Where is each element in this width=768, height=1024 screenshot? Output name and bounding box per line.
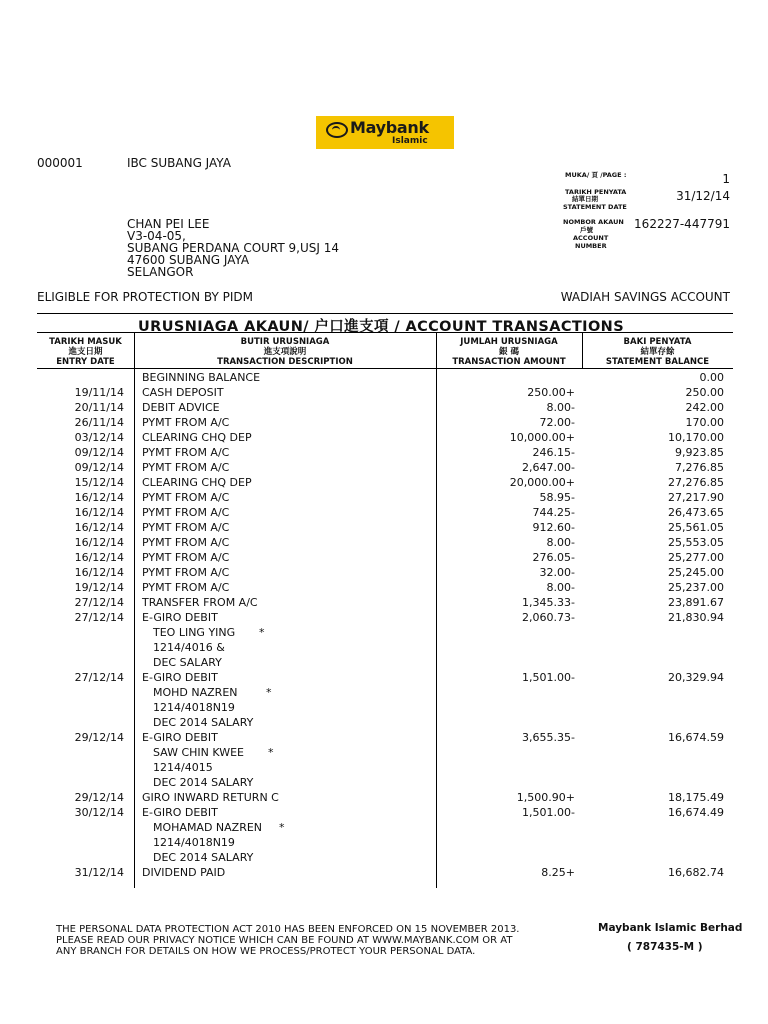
statement-date: 31/12/14 (676, 189, 730, 203)
table-row (0, 461, 768, 476)
entry-date: 16/12/14 (74, 566, 124, 579)
account-label-1: NOMBOR AKAUN (563, 218, 624, 226)
table-row (0, 506, 768, 521)
header-desc-ms: BUTIR URUSNIAGA (240, 337, 330, 347)
entry-date: 19/12/14 (74, 581, 124, 594)
entry-date: 27/12/14 (74, 671, 124, 684)
header-date-en: ENTRY DATE (56, 357, 115, 367)
transaction-amount: 246.15- (532, 446, 575, 459)
transaction-amount: 250.00+ (527, 386, 575, 399)
logo-name: Maybank (350, 118, 429, 137)
transaction-amount: 1,501.00- (522, 671, 575, 684)
privacy-notice-line-1: THE PERSONAL DATA PROTECTION ACT 2010 HAS BEEN ENFORCED ON 15 NOVEMBER 2013. (56, 924, 520, 935)
table-row (0, 446, 768, 461)
table-row (0, 371, 768, 386)
transaction-amount: 58.95- (539, 491, 575, 504)
table-row (0, 536, 768, 551)
statement-date-label-3: STATEMENT DATE (563, 203, 627, 211)
transaction-amount: 8.00- (546, 581, 575, 594)
transaction-description: SAW CHIN KWEE (153, 746, 245, 759)
transaction-description: PYMT FROM A/C (142, 566, 230, 579)
table-row (0, 401, 768, 416)
transaction-description: E-GIRO DEBIT (142, 731, 218, 744)
entry-date: 09/12/14 (74, 446, 124, 459)
table-row (0, 806, 768, 821)
statement-balance: 16,674.59 (668, 731, 724, 744)
privacy-notice (56, 924, 520, 957)
header-date-zh: 進支日期 (68, 347, 103, 357)
account-label-2: 戶號 (580, 226, 593, 234)
transaction-amount: 8.00- (546, 536, 575, 549)
transaction-description: CASH DEPOSIT (142, 386, 224, 399)
entry-date: 27/12/14 (74, 611, 124, 624)
entry-date: 31/12/14 (74, 866, 124, 879)
table-row (0, 566, 768, 581)
entry-date: 15/12/14 (74, 476, 124, 489)
company-number: ( 787435-M ) (627, 941, 703, 953)
statement-balance: 27,276.85 (668, 476, 724, 489)
header-balance-ms: BAKI PENYATA (623, 337, 692, 347)
privacy-notice-line-3: ANY BRANCH FOR DETAILS ON HOW WE PROCESS/PROTECT YOUR PERSONAL DATA. (56, 946, 476, 957)
transaction-description: TEO LING YING (153, 626, 236, 639)
entry-date: 16/12/14 (74, 521, 124, 534)
logo-sub: Islamic (392, 136, 428, 146)
statement-balance: 25,245.00 (668, 566, 724, 579)
transaction-amount: 2,647.00- (522, 461, 575, 474)
marker-asterisk: * (259, 626, 265, 639)
transaction-amount: 32.00- (539, 566, 575, 579)
transaction-description: CLEARING CHQ DEP (142, 431, 252, 444)
transaction-description: PYMT FROM A/C (142, 551, 230, 564)
statement-date-label-2: 結單日期 (572, 195, 598, 203)
transaction-detail-row (0, 836, 768, 851)
transaction-amount: 1,501.00- (522, 806, 575, 819)
statement-balance: 20,329.94 (668, 671, 724, 684)
address-line-3: 47600 SUBANG JAYA (127, 253, 250, 267)
transaction-description: PYMT FROM A/C (142, 446, 230, 459)
statement-balance: 250.00 (685, 386, 724, 399)
transaction-description: 1214/4016 & (153, 641, 225, 654)
page-number: 1 (722, 172, 730, 186)
transaction-detail-row (0, 626, 768, 641)
entry-date: 26/11/14 (74, 416, 124, 429)
company-name: Maybank Islamic Berhad (598, 922, 743, 934)
header-balance-zh: 結單存餘 (640, 347, 675, 357)
customer-name: CHAN PEI LEE (127, 217, 210, 231)
entry-date: 29/12/14 (74, 731, 124, 744)
transaction-description: 1214/4018N19 (153, 836, 235, 849)
transaction-description: PYMT FROM A/C (142, 461, 230, 474)
maybank-logo (316, 116, 454, 149)
table-row (0, 476, 768, 491)
statement-balance: 23,891.67 (668, 596, 724, 609)
table-row (0, 431, 768, 446)
page-label: MUKA/ 頁 /PAGE : (565, 171, 627, 179)
transaction-description: DEC 2014 SALARY (153, 851, 254, 864)
entry-date: 16/12/14 (74, 506, 124, 519)
transaction-detail-row (0, 761, 768, 776)
transaction-description: PYMT FROM A/C (142, 536, 230, 549)
privacy-notice-line-2: PLEASE READ OUR PRIVACY NOTICE WHICH CAN BE FOUND AT WWW.MAYBANK.COM OR AT (56, 935, 513, 946)
table-row (0, 866, 768, 881)
transaction-detail-row (0, 851, 768, 866)
statement-balance: 9,923.85 (675, 446, 724, 459)
entry-date: 19/11/14 (74, 386, 124, 399)
marker-asterisk: * (279, 821, 285, 834)
transaction-detail-row (0, 821, 768, 836)
transaction-description: E-GIRO DEBIT (142, 806, 218, 819)
table-row (0, 581, 768, 596)
statement-balance: 7,276.85 (675, 461, 724, 474)
header-desc-zh: 進支項說明 (263, 347, 307, 357)
transaction-description: PYMT FROM A/C (142, 581, 230, 594)
statement-balance: 242.00 (685, 401, 724, 414)
statement-balance: 0.00 (699, 371, 724, 384)
transaction-description: PYMT FROM A/C (142, 506, 230, 519)
transaction-detail-row (0, 716, 768, 731)
address-line-2: SUBANG PERDANA COURT 9,USJ 14 (127, 241, 340, 255)
pidm-eligibility: ELIGIBLE FOR PROTECTION BY PIDM (37, 290, 253, 304)
section-title: URUSNIAGA AKAUN/ 户口進支項 / ACCOUNT TRANSACTIONS (138, 319, 625, 335)
tiger-head-icon (326, 122, 348, 138)
account-label-4: NUMBER (575, 242, 607, 250)
entry-date: 09/12/14 (74, 461, 124, 474)
header-amount-en: TRANSACTION AMOUNT (452, 357, 566, 367)
transaction-description: TRANSFER FROM A/C (142, 596, 258, 609)
transaction-description: 1214/4015 (153, 761, 213, 774)
transaction-amount: 744.25- (532, 506, 575, 519)
table-row (0, 671, 768, 686)
transaction-amount: 8.25+ (541, 866, 575, 879)
entry-date: 20/11/14 (74, 401, 124, 414)
header-amount-zh: 銀 碼 (499, 347, 519, 357)
account-label-3: ACCOUNT (573, 234, 609, 242)
transaction-amount: 20,000.00+ (509, 476, 575, 489)
transaction-description: DEC 2014 SALARY (153, 776, 254, 789)
column-header-description (134, 337, 436, 367)
transaction-description: DEC SALARY (153, 656, 222, 669)
entry-date: 30/12/14 (74, 806, 124, 819)
transaction-amount: 1,500.90+ (516, 791, 575, 804)
transaction-description: MOHD NAZREN (153, 686, 238, 699)
transaction-description: E-GIRO DEBIT (142, 611, 218, 624)
entry-date: 16/12/14 (74, 551, 124, 564)
account-type: WADIAH SAVINGS ACCOUNT (560, 290, 730, 304)
table-row (0, 731, 768, 746)
transaction-description: PYMT FROM A/C (142, 521, 230, 534)
table-row (0, 596, 768, 611)
entry-date: 03/12/14 (74, 431, 124, 444)
entry-date: 16/12/14 (74, 491, 124, 504)
transaction-detail-row (0, 686, 768, 701)
statement-balance: 170.00 (685, 416, 724, 429)
statement-balance: 16,682.74 (668, 866, 724, 879)
branch-code: 000001 (37, 156, 83, 170)
entry-date: 27/12/14 (74, 596, 124, 609)
transaction-description: MOHAMAD NAZREN (153, 821, 263, 834)
statement-balance: 25,237.00 (668, 581, 724, 594)
table-row (0, 416, 768, 431)
header-date-ms: TARIKH MASUK (49, 337, 122, 347)
transaction-amount: 276.05- (532, 551, 575, 564)
table-row (0, 791, 768, 806)
transaction-description: DEBIT ADVICE (142, 401, 220, 414)
column-header-amount (436, 337, 582, 367)
transaction-amount: 3,655.35- (522, 731, 575, 744)
statement-balance: 26,473.65 (668, 506, 724, 519)
transaction-amount: 10,000.00+ (509, 431, 575, 444)
transaction-detail-row (0, 656, 768, 671)
column-header-date (37, 337, 134, 367)
statement-balance: 25,561.05 (668, 521, 724, 534)
table-row (0, 551, 768, 566)
header-desc-en: TRANSACTION DESCRIPTION (217, 357, 353, 367)
table-row (0, 386, 768, 401)
table-top-border (37, 313, 733, 314)
transaction-description: PYMT FROM A/C (142, 491, 230, 504)
account-number: 162227-447791 (634, 217, 730, 231)
address-line-4: SELANGOR (127, 265, 194, 279)
transaction-amount: 1,345.33- (522, 596, 575, 609)
table-row (0, 611, 768, 626)
statement-balance: 10,170.00 (668, 431, 724, 444)
transaction-description: 1214/4018N19 (153, 701, 235, 714)
transaction-description: BEGINNING BALANCE (142, 371, 261, 384)
statement-balance: 21,830.94 (668, 611, 724, 624)
statement-balance: 25,277.00 (668, 551, 724, 564)
transaction-description: PYMT FROM A/C (142, 416, 230, 429)
entry-date: 29/12/14 (74, 791, 124, 804)
transaction-description: DIVIDEND PAID (142, 866, 226, 879)
transaction-description: GIRO INWARD RETURN C (142, 791, 279, 804)
transaction-amount: 912.60- (532, 521, 575, 534)
transaction-description: DEC 2014 SALARY (153, 716, 254, 729)
table-row (0, 521, 768, 536)
transaction-detail-row (0, 776, 768, 791)
transaction-description: CLEARING CHQ DEP (142, 476, 252, 489)
transaction-detail-row (0, 701, 768, 716)
column-header-balance (582, 337, 733, 367)
marker-asterisk: * (266, 686, 272, 699)
header-divider (37, 368, 733, 369)
transaction-amount: 2,060.73- (522, 611, 575, 624)
transaction-detail-row (0, 641, 768, 656)
table-row (0, 491, 768, 506)
header-balance-en: STATEMENT BALANCE (605, 357, 710, 367)
header-amount-ms: JUMLAH URUSNIAGA (460, 337, 558, 347)
branch-name: IBC SUBANG JAYA (127, 156, 231, 170)
transaction-amount: 8.00- (546, 401, 575, 414)
marker-asterisk: * (268, 746, 274, 759)
statement-balance: 25,553.05 (668, 536, 724, 549)
statement-balance: 27,217.90 (668, 491, 724, 504)
transaction-amount: 72.00- (539, 416, 575, 429)
statement-balance: 16,674.49 (668, 806, 724, 819)
transaction-detail-row (0, 746, 768, 761)
entry-date: 16/12/14 (74, 536, 124, 549)
statement-date-label-1: TARIKH PENYATA (565, 188, 627, 196)
address-line-1: V3-04-05, (127, 229, 186, 243)
transaction-description: E-GIRO DEBIT (142, 671, 218, 684)
statement-balance: 18,175.49 (668, 791, 724, 804)
